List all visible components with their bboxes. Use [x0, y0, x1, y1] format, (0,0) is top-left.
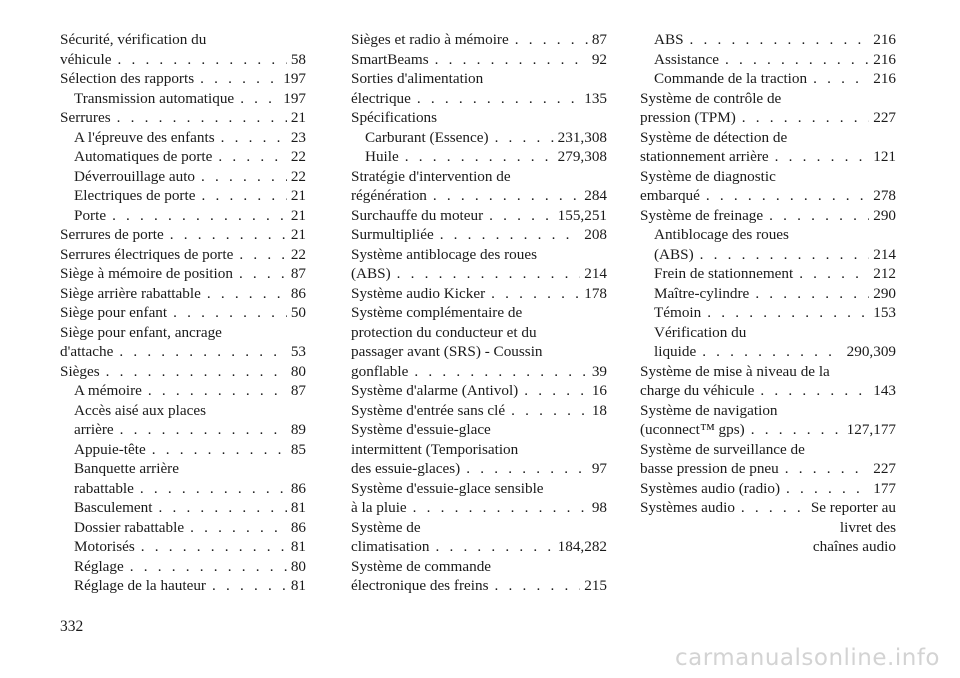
index-entry: [640, 167, 896, 187]
dot-leader: [755, 284, 869, 304]
index-page-ref: 80: [290, 362, 306, 380]
index-entry-text: Assistance: [654, 50, 719, 68]
index-entry: [351, 284, 607, 304]
index-entry: [351, 576, 607, 596]
dot-leader: [221, 128, 287, 148]
index-entry: [351, 381, 607, 401]
dot-leader: [769, 206, 869, 226]
index-page-ref: 21: [290, 187, 306, 204]
index-entry-text: Réglage: [74, 557, 124, 575]
index-entry-text: Système antiblocage des roues: [351, 245, 537, 263]
index-entry-text: régénération: [351, 187, 427, 204]
dot-leader: [760, 381, 869, 401]
index-entry-text: Appuie-tête: [74, 440, 146, 458]
index-entry: [60, 284, 306, 304]
index-page-ref: 23: [290, 128, 306, 146]
dot-leader: [140, 479, 287, 499]
index-entry-text: Stratégie d'intervention de: [351, 167, 511, 185]
index-entry-text: basse pression de pneu: [640, 460, 779, 477]
index-entry-text: Système de surveillance de: [640, 440, 805, 458]
index-page-ref: 216: [873, 70, 896, 87]
dot-leader: [702, 342, 842, 362]
index-page-ref: 87: [290, 265, 306, 282]
index-entry: [60, 479, 306, 499]
index-entry-text: électronique des freins: [351, 577, 489, 594]
index-entry-text: arrière: [74, 421, 114, 438]
index-page-ref: Se reporter au: [810, 499, 896, 516]
index-page-ref: 81: [290, 538, 306, 555]
index-entry-text: Système de mise à niveau de la: [640, 362, 830, 380]
index-page-ref: 89: [290, 421, 306, 438]
index-entry: [351, 30, 607, 50]
index-entry-text: Accès aisé aux places: [74, 401, 206, 419]
index-entry: [351, 401, 607, 421]
index-entry: [60, 498, 306, 518]
index-entry: [60, 30, 306, 50]
index-page-ref: 80: [290, 557, 306, 575]
index-page-ref: 22: [290, 245, 306, 263]
index-entry: [351, 147, 607, 167]
dot-leader: [239, 245, 286, 265]
index-entry-text: Commande de la traction: [654, 70, 808, 87]
dot-leader: [799, 264, 869, 284]
index-entry-text: Système d'alarme (Antivol): [351, 382, 519, 399]
index-entry: [640, 206, 896, 226]
index-entry: [640, 108, 896, 128]
index-entry: [640, 381, 896, 401]
index-entry-text: Système de: [351, 518, 421, 536]
index-entry-text: Automatiques de porte: [74, 148, 213, 165]
index-entry: [60, 401, 306, 421]
dot-leader: [120, 420, 287, 440]
index-column-1: [60, 30, 306, 596]
index-page-ref: 92: [591, 50, 607, 68]
index-page-ref: 86: [290, 284, 306, 302]
dot-leader: [433, 186, 580, 206]
index-page-ref: 284: [584, 187, 607, 204]
dot-leader: [725, 50, 869, 70]
index-entry: [351, 50, 607, 70]
index-entry-text: gonflable: [351, 362, 409, 380]
index-page-ref: 39: [591, 362, 607, 380]
index-entry: [640, 30, 896, 50]
index-entry: [351, 89, 607, 109]
index-entry: [60, 518, 306, 538]
index-entry-text: Sièges: [60, 362, 100, 380]
index-page-ref: 216: [873, 31, 896, 48]
index-entry: [60, 323, 306, 343]
index-entry-text: A mémoire: [74, 382, 142, 399]
index-entry: [60, 381, 306, 401]
index-entry-text: Vérification du: [654, 323, 747, 341]
index-entry-text: (uconnect™ gps): [640, 421, 745, 438]
index-entry: [351, 206, 607, 226]
dot-leader: [201, 167, 287, 187]
index-entry-text: à la pluie: [351, 499, 407, 516]
index-page-ref: 279,308: [557, 148, 607, 165]
index-entry-text: Système de freinage: [640, 206, 764, 224]
index-entry-text: des essuie-glaces): [351, 460, 461, 477]
dot-leader: [119, 342, 286, 362]
index-entry: [60, 89, 306, 109]
index-entry: [60, 440, 306, 460]
index-entry-text: (ABS): [351, 265, 391, 282]
index-entry: [60, 342, 306, 362]
index-page-ref: 290,309: [846, 343, 896, 360]
dot-leader: [440, 225, 581, 245]
index-entry: [60, 186, 306, 206]
index-entry: [640, 186, 896, 206]
dot-leader: [435, 537, 553, 557]
dot-leader: [786, 479, 869, 499]
dot-leader: [190, 518, 287, 538]
index-entry-text: Sélection des rapports: [60, 70, 195, 87]
index-entry: [640, 401, 896, 421]
index-entry: [640, 128, 896, 148]
index-entry-text: charge du véhicule: [640, 382, 755, 399]
index-page-ref: 214: [873, 245, 896, 263]
index-entry: [60, 264, 306, 284]
index-entry: [640, 69, 896, 89]
index-entry: [60, 128, 306, 148]
index-entry-text: ABS: [654, 31, 684, 48]
index-entry: [60, 167, 306, 187]
index-entry: [640, 518, 896, 538]
dot-leader: [515, 30, 588, 50]
index-entry: [60, 537, 306, 557]
index-entry-text: Systèmes audio: [640, 499, 735, 516]
dot-leader: [491, 284, 580, 304]
index-entry-text: embarqué: [640, 187, 700, 204]
index-entry-text: Système d'essuie-glace: [351, 421, 491, 438]
dot-leader: [106, 362, 287, 382]
index-entry: [640, 284, 896, 304]
index-entry-text: Siège arrière rabattable: [60, 284, 201, 302]
dot-leader: [494, 576, 580, 596]
index-entry: [351, 108, 607, 128]
dot-leader: [212, 576, 287, 596]
index-entry-text: pression (TPM): [640, 109, 736, 126]
index-entry-text: chaînes audio: [812, 538, 896, 555]
index-entry: [351, 128, 607, 148]
index-entry: [351, 440, 607, 460]
index-entry: [351, 323, 607, 343]
dot-leader: [141, 537, 287, 557]
index-entry-text: climatisation: [351, 538, 430, 555]
dot-leader: [117, 50, 286, 70]
index-entry-text: Huile: [365, 148, 399, 165]
index-page-ref: 135: [584, 89, 607, 107]
index-column-3: [640, 30, 896, 557]
index-page-ref: 212: [873, 265, 896, 282]
dot-leader: [495, 128, 554, 148]
index-entry-text: Siège pour enfant: [60, 304, 168, 321]
dot-leader: [148, 381, 287, 401]
index-entry: [640, 440, 896, 460]
index-column-2: [351, 30, 607, 596]
index-entry-text: passager avant (SRS) - Coussin: [351, 343, 543, 360]
index-entry-text: Système de détection de: [640, 128, 788, 146]
index-entry-text: Système de commande: [351, 557, 492, 575]
index-entry-text: Système d'essuie-glace sensible: [351, 479, 544, 497]
index-entry-text: stationnement arrière: [640, 148, 769, 165]
index-entry: [351, 459, 607, 479]
dot-leader: [751, 420, 843, 440]
index-page-ref: 16: [591, 382, 607, 399]
index-entry: [60, 108, 306, 128]
index-entry-text: Système de contrôle de: [640, 89, 782, 107]
index-entry-text: Système audio Kicker: [351, 284, 486, 302]
dot-leader: [218, 147, 286, 167]
dot-leader: [117, 108, 287, 128]
index-entry-text: Transmission automatique: [74, 89, 235, 107]
index-page-ref: 153: [873, 304, 896, 321]
index-page-ref: 155,251: [557, 206, 607, 224]
dot-leader: [706, 186, 869, 206]
index-entry-text: (ABS): [654, 245, 694, 263]
dot-leader: [813, 69, 869, 89]
index-entry: [640, 147, 896, 167]
index-entry: [640, 479, 896, 499]
dot-leader: [239, 264, 287, 284]
index-entry-text: Frein de stationnement: [654, 265, 794, 282]
index-entry-text: Serrures de porte: [60, 226, 164, 243]
dot-leader: [700, 245, 870, 265]
index-entry: [640, 323, 896, 343]
index-entry-text: A l'épreuve des enfants: [74, 128, 215, 146]
index-entry-text: Electriques de porte: [74, 187, 196, 204]
index-entry-text: Sièges et radio à mémoire: [351, 31, 509, 48]
dot-leader: [200, 69, 279, 89]
index-page-ref: 143: [873, 382, 896, 399]
dot-leader: [130, 557, 287, 577]
index-page-ref: 177: [873, 479, 896, 497]
dot-leader: [690, 30, 870, 50]
index-entry-text: Système complémentaire de: [351, 304, 523, 321]
index-entry-text: Porte: [74, 206, 107, 224]
dot-leader: [152, 440, 287, 460]
index-entry-text: SmartBeams: [351, 50, 429, 68]
index-page-ref: 87: [591, 31, 607, 48]
index-entry-text: véhicule: [60, 50, 112, 68]
index-entry: [640, 89, 896, 109]
index-entry: [60, 576, 306, 596]
index-entry-text: électrique: [351, 89, 411, 107]
dot-leader: [785, 459, 869, 479]
index-page-ref: 127,177: [846, 421, 896, 438]
index-entry-text: rabattable: [74, 479, 134, 497]
index-page-ref: 22: [290, 167, 306, 185]
dot-leader: [435, 50, 588, 70]
index-page-ref: 58: [290, 50, 306, 68]
index-entry-text: Carburant (Essence): [365, 128, 489, 146]
index-entry: [640, 225, 896, 245]
index-page-ref: 81: [290, 499, 306, 516]
index-entry: [351, 342, 607, 362]
index-entry: [640, 420, 896, 440]
index-page-ref: 227: [873, 460, 896, 477]
page-number: 332: [60, 618, 84, 635]
index-entry-text: Surmultipliée: [351, 226, 434, 243]
dot-leader: [511, 401, 588, 421]
index-entry: [351, 557, 607, 577]
index-entry: [60, 50, 306, 70]
index-page-ref: 50: [290, 304, 306, 321]
index-entry: [60, 225, 306, 245]
index-entry: [60, 459, 306, 479]
index-entry: [351, 362, 607, 382]
index-entry: [640, 50, 896, 70]
index-page-ref: 197: [283, 70, 306, 87]
index-page-ref: 86: [290, 518, 306, 536]
index-entry: [640, 498, 896, 518]
index-entry-text: Spécifications: [351, 109, 438, 126]
index-page-ref: 21: [290, 226, 306, 243]
index-entry-text: Serrures électriques de porte: [60, 245, 234, 263]
index-entry: [60, 206, 306, 226]
index-entry: [351, 498, 607, 518]
index-entry: [60, 69, 306, 89]
index-entry-text: Surchauffe du moteur: [351, 206, 484, 224]
index-page-ref: 278: [873, 187, 896, 204]
index-entry-text: Motorisés: [74, 538, 135, 555]
dot-leader: [707, 303, 869, 323]
index-page-ref: 22: [290, 148, 306, 165]
index-page-ref: 87: [290, 382, 306, 399]
dot-leader: [240, 89, 279, 109]
dot-leader: [405, 147, 554, 167]
index-page-ref: 81: [290, 577, 306, 594]
index-entry: [60, 303, 306, 323]
index-entry-text: Système de navigation: [640, 401, 778, 419]
index-entry: [351, 245, 607, 265]
index-entry-text: Témoin: [654, 304, 702, 321]
dot-leader: [158, 498, 286, 518]
index-page-ref: 98: [591, 499, 607, 516]
index-entry-text: Maître-cylindre: [654, 284, 750, 302]
dot-leader: [112, 206, 287, 226]
index-entry-text: d'attache: [60, 343, 114, 360]
dot-leader: [775, 147, 870, 167]
index-page-ref: 216: [873, 50, 896, 68]
index-page-ref: 290: [873, 284, 896, 302]
dot-leader: [524, 381, 588, 401]
index-entry-text: Sorties d'alimentation: [351, 70, 484, 87]
index-page-ref: 53: [290, 343, 306, 360]
watermark: carmanualsonline.info: [674, 645, 940, 671]
index-page-ref: 184,282: [557, 538, 607, 555]
index-page-ref: 18: [591, 401, 607, 419]
index-entry: [60, 362, 306, 382]
index-entry-text: Réglage de la hauteur: [74, 577, 206, 594]
index-page-ref: 215: [584, 577, 607, 594]
index-page-ref: 21: [290, 206, 306, 224]
dot-leader: [414, 362, 587, 382]
index-entry-text: Systèmes audio (radio): [640, 479, 781, 497]
dot-leader: [173, 303, 287, 323]
index-page-ref: 85: [290, 440, 306, 458]
index-entry-text: livret des: [839, 518, 896, 536]
index-page-ref: 121: [873, 148, 896, 165]
index-entry-text: Siège à mémoire de position: [60, 265, 233, 282]
index-page-ref: 21: [290, 109, 306, 126]
index-entry-text: protection du conducteur et du: [351, 323, 537, 341]
index-page-ref: 231,308: [557, 128, 607, 146]
index-entry: [60, 245, 306, 265]
index-entry: [351, 69, 607, 89]
dot-leader: [207, 284, 287, 304]
index-entry: [60, 420, 306, 440]
index-entry: [351, 479, 607, 499]
index-entry: [60, 147, 306, 167]
index-entry-text: Sécurité, vérification du: [60, 31, 207, 48]
index-entry: [640, 459, 896, 479]
dot-leader: [742, 108, 869, 128]
index-entry-text: liquide: [654, 343, 697, 360]
dot-leader: [413, 498, 588, 518]
dot-leader: [201, 186, 286, 206]
index-page-ref: 86: [290, 479, 306, 497]
index-page-ref: 97: [591, 460, 607, 477]
index-entry-text: Serrures: [60, 109, 111, 126]
index-entry: [640, 264, 896, 284]
index-entry-text: Basculement: [74, 499, 153, 516]
dot-leader: [397, 264, 581, 284]
index-entry: [640, 342, 896, 362]
dot-leader: [170, 225, 287, 245]
index-entry: [351, 264, 607, 284]
index-entry: [640, 245, 896, 265]
dot-leader: [489, 206, 553, 226]
index-entry-text: Système d'entrée sans clé: [351, 401, 506, 419]
index-entry-text: Dossier rabattable: [74, 518, 185, 536]
index-entry: [351, 167, 607, 187]
index-entry: [351, 518, 607, 538]
index-entry-text: intermittent (Temporisation: [351, 440, 519, 458]
index-entry: [351, 537, 607, 557]
dot-leader: [466, 459, 588, 479]
index-page-ref: 178: [584, 284, 607, 302]
index-entry-text: Antiblocage des roues: [654, 226, 789, 243]
index-page-ref: 197: [283, 89, 306, 107]
index-entry: [351, 225, 607, 245]
index-entry-text: Déverrouillage auto: [74, 167, 196, 185]
index-page-ref: 227: [873, 109, 896, 126]
index-entry: [640, 537, 896, 557]
index-page-ref: 208: [584, 226, 607, 243]
index-page-ref: 290: [873, 206, 896, 224]
dot-leader: [417, 89, 580, 109]
index-entry-text: Banquette arrière: [74, 460, 179, 477]
dot-leader: [741, 498, 807, 518]
index-entry: [351, 186, 607, 206]
index-entry: [351, 303, 607, 323]
index-entry: [640, 303, 896, 323]
index-entry-text: Système de diagnostic: [640, 167, 776, 185]
index-entry: [351, 420, 607, 440]
index-entry: [640, 362, 896, 382]
index-entry: [60, 557, 306, 577]
index-page-ref: 214: [584, 265, 607, 282]
index-entry-text: Siège pour enfant, ancrage: [60, 323, 222, 341]
